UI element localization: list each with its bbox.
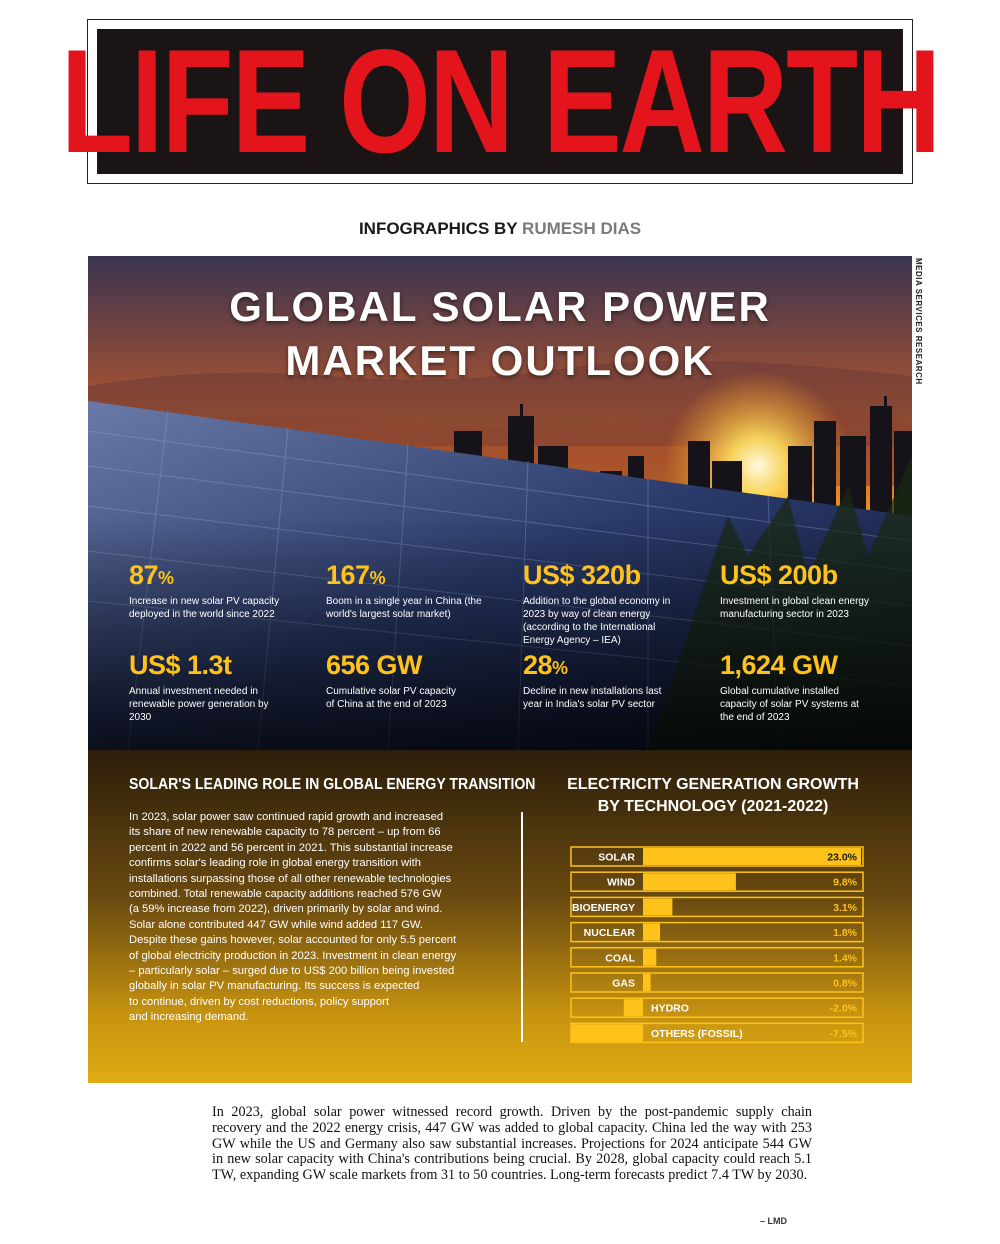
stat-value: 28% [523, 650, 568, 680]
bar-row [571, 897, 863, 916]
value-label: 23.0% [827, 851, 857, 864]
bar-row [571, 872, 863, 891]
hero-title-line1: GLOBAL SOLAR POWER [229, 283, 771, 330]
stat-card [326, 560, 486, 621]
stat-description: Decline in new installations last year in India's solar PV sector [523, 686, 662, 710]
byline [0, 219, 1000, 239]
bar [643, 924, 660, 941]
value-label: 1.4% [833, 952, 857, 965]
value-label: 3.1% [833, 901, 857, 914]
masthead-banner [60, 19, 940, 184]
lower-panel [88, 750, 912, 1083]
value-label: 1.8% [833, 927, 857, 940]
stat-description: Increase in new solar PV capacity deployed in the world since 2022 [129, 596, 280, 620]
stat-value: US$ 1.3t [129, 650, 232, 680]
stat-card [720, 560, 885, 621]
stat-card [523, 650, 673, 711]
bar-row [571, 1023, 863, 1042]
value-label: -2.0% [829, 1002, 857, 1015]
stat-card [326, 650, 466, 711]
bar-row [571, 973, 863, 992]
hero-title [88, 280, 912, 388]
stat-value: 656 GW [326, 650, 423, 680]
masthead-title: LIFE ON EARTH [60, 19, 940, 184]
category-label: WIND [607, 876, 635, 889]
stat-value: US$ 200b [720, 560, 838, 590]
category-label: NUCLEAR [583, 927, 635, 940]
byline-author: RUMESH DIAS [522, 219, 642, 238]
section-body: In 2023, solar power saw continued rapid growth and increased its share of new renewable capacity to 78 percent – up from 66 percent in 2022 and 56 percent in 2021. This substantial increase confirms solar's leading role in global energy transition with installations surpassing those of all other renewable technologies combined. Total renewable capacity additions reached 576 GW (a 59% increase from 2022), driven primarily by solar and wind. Solar alone contributed 447 GW while wind added 117 GW. Despite these gains however, solar accounted for only 5.5 percent of global electricity production in 2023. Investment in clean energy – particularly solar – surged due to US$ 200 billion being invested globally in solar PV manufacturing. Its success is expected to continue, driven by cost reductions, policy support and increasing demand. [129, 811, 457, 1024]
article-text: In 2023, global solar power witnessed record growth. Driven by the post-pandemic supply chain recovery and the 2022 energy crisis, 447 GW was added to global capacity. China led the way with 253 GW while the US and Germany also saw substantial increases. Projections for 2024 anticipate 544 GW in new solar capacity with China's contributions being crucial. By 2028, global capacity could reach 5.1 TW, expanding GW scale markets from 31 to 50 countries. Long-term forecasts predict 7.4 TW by 2030. [212, 1104, 812, 1184]
chart-title-line1: ELECTRICITY GENERATION GROWTH [567, 776, 859, 793]
stat-description: Cumulative solar PV capacity of China at the end of 2023 [326, 686, 457, 710]
bar-chart [88, 750, 912, 1083]
value-label: -7.5% [829, 1027, 857, 1040]
value-label: 9.8% [833, 876, 857, 889]
bar-row [571, 923, 863, 942]
hero-panel [88, 256, 912, 750]
bar [571, 1024, 643, 1041]
stat-value: US$ 320b [523, 560, 641, 590]
category-label: HYDRO [651, 1002, 689, 1015]
hero-title-line2: MARKET OUTLOOK [285, 337, 715, 384]
bar [643, 974, 651, 991]
bar-row [571, 847, 863, 866]
stat-description: Annual investment needed in renewable power generation by 2030 [129, 686, 269, 723]
category-label: COAL [605, 952, 635, 965]
bar-row [571, 948, 863, 967]
stat-card [129, 650, 279, 724]
section-title: SOLAR'S LEADING ROLE IN GLOBAL ENERGY TRANSITION [129, 776, 536, 793]
stat-description: Investment in global clean energy manufacturing sector in 2023 [720, 596, 869, 620]
bar [643, 873, 736, 890]
bar [643, 898, 672, 915]
side-credit: MEDIA SERVICES RESEARCH [914, 258, 923, 385]
category-label: OTHERS (FOSSIL) [651, 1027, 743, 1040]
stat-card [523, 560, 673, 647]
chart-title-line2: BY TECHNOLOGY (2021-2022) [597, 798, 829, 815]
stat-value: 167% [326, 560, 386, 590]
value-label: 0.8% [833, 977, 857, 990]
bar-row [571, 998, 863, 1017]
stat-description: Boom in a single year in China (the world's largest solar market) [326, 596, 482, 620]
category-label: GAS [612, 977, 635, 990]
masthead [60, 19, 940, 184]
stat-value: 1,624 GW [720, 650, 838, 680]
bar-frame [571, 998, 863, 1017]
category-label: SOLAR [598, 851, 635, 864]
stat-description: Global cumulative installed capacity of solar PV systems at the end of 2023 [720, 686, 859, 723]
bar [624, 999, 643, 1016]
article-signature: – LMD [760, 1216, 787, 1226]
stat-value: 87% [129, 560, 174, 590]
stat-card [720, 650, 860, 724]
byline-prefix: INFOGRAPHICS BY [358, 219, 518, 238]
bar [643, 949, 656, 966]
stat-card [129, 560, 299, 621]
category-label: BIOENERGY [571, 901, 635, 914]
stat-description: Addition to the global economy in 2023 by way of clean energy (according to the International Energy Agency – IEA) [523, 596, 671, 646]
